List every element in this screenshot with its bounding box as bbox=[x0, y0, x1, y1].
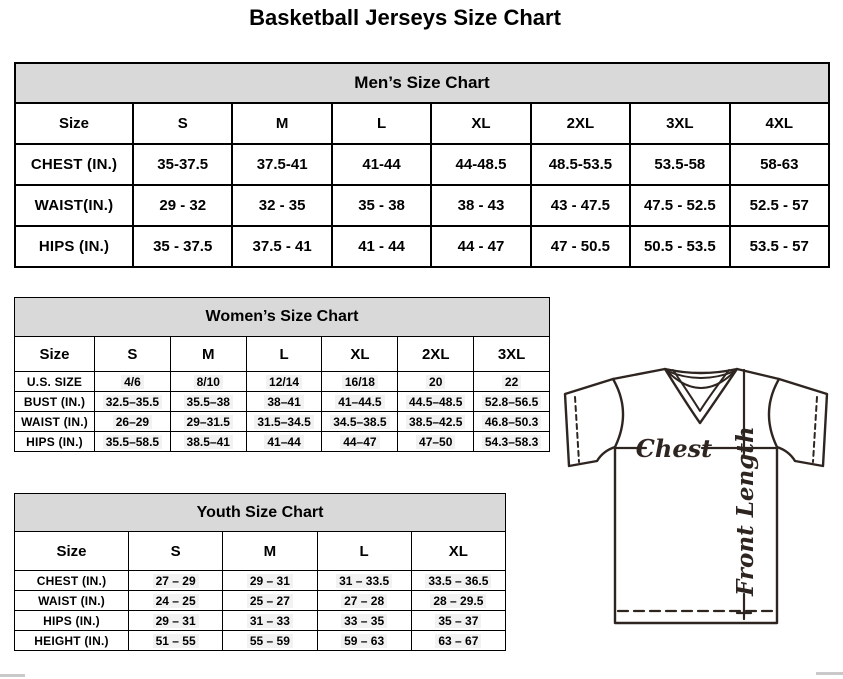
cell bbox=[223, 571, 317, 591]
cell-value: 41–44 bbox=[264, 435, 303, 449]
mens-size-table bbox=[14, 62, 830, 268]
womens-col-xl: XL bbox=[322, 337, 398, 372]
cell bbox=[246, 432, 322, 452]
row-label: U.S. SIZE bbox=[15, 372, 95, 392]
cell-value: 26–29 bbox=[113, 415, 152, 429]
cell bbox=[322, 392, 398, 412]
cell-value: 31 – 33.5 bbox=[336, 574, 392, 588]
youth-chest-row bbox=[15, 571, 506, 591]
womens-col-2xl: 2XL bbox=[398, 337, 474, 372]
mens-col-4xl: 4XL bbox=[730, 103, 829, 144]
cell-value: 38.5–42.5 bbox=[406, 415, 465, 429]
mens-col-l: L bbox=[332, 103, 431, 144]
cell-value: 27 – 29 bbox=[153, 574, 199, 588]
cell-value: 4/6 bbox=[121, 375, 144, 389]
youth-header-row bbox=[15, 532, 506, 571]
cell bbox=[411, 611, 505, 631]
cell bbox=[398, 412, 474, 432]
womens-col-3xl: 3XL bbox=[474, 337, 550, 372]
womens-col-s: S bbox=[95, 337, 171, 372]
womens-header-row bbox=[15, 337, 550, 372]
cell-value: 29–31.5 bbox=[184, 415, 233, 429]
cell: 48.5-53.5 bbox=[531, 144, 630, 185]
row-label: WAIST (IN.) bbox=[15, 591, 129, 611]
cell-value: 25 – 27 bbox=[247, 594, 293, 608]
mens-col-size: Size bbox=[15, 103, 133, 144]
mens-col-s: S bbox=[133, 103, 232, 144]
cell-value: 31 – 33 bbox=[247, 614, 293, 628]
youth-height-row bbox=[15, 631, 506, 651]
cell-value: 44–47 bbox=[340, 435, 379, 449]
cell: 41 - 44 bbox=[332, 226, 431, 267]
mens-waist-row bbox=[15, 185, 829, 226]
cell-value: 35.5–38 bbox=[184, 395, 233, 409]
mens-col-3xl: 3XL bbox=[630, 103, 729, 144]
cell bbox=[246, 392, 322, 412]
mens-col-m: M bbox=[232, 103, 331, 144]
cell-value: 34.5–38.5 bbox=[330, 415, 389, 429]
cell bbox=[317, 631, 411, 651]
cell bbox=[474, 392, 550, 412]
cell bbox=[398, 432, 474, 452]
youth-hips-row bbox=[15, 611, 506, 631]
cell bbox=[322, 432, 398, 452]
cell bbox=[170, 372, 246, 392]
row-label: WAIST (IN.) bbox=[15, 412, 95, 432]
cell bbox=[246, 412, 322, 432]
cell bbox=[246, 372, 322, 392]
youth-table-title: Youth Size Chart bbox=[15, 494, 506, 532]
cell bbox=[317, 571, 411, 591]
cell bbox=[170, 392, 246, 412]
row-label: HIPS (IN.) bbox=[15, 226, 133, 267]
cell bbox=[95, 412, 171, 432]
mens-col-2xl: 2XL bbox=[531, 103, 630, 144]
cell: 58-63 bbox=[730, 144, 829, 185]
chest-label: Chest bbox=[635, 434, 713, 463]
cell bbox=[474, 372, 550, 392]
womens-size-table bbox=[14, 297, 550, 452]
jersey-measurement-diagram bbox=[550, 350, 843, 646]
cell bbox=[411, 591, 505, 611]
cell bbox=[95, 432, 171, 452]
cell bbox=[474, 412, 550, 432]
womens-col-size: Size bbox=[15, 337, 95, 372]
cell bbox=[129, 591, 223, 611]
youth-col-s: S bbox=[129, 532, 223, 571]
right-shoulder-seam-line bbox=[769, 379, 779, 447]
cell-value: 38–41 bbox=[264, 395, 303, 409]
jersey-outline-shape bbox=[565, 369, 827, 623]
cell-value: 63 – 67 bbox=[435, 634, 481, 648]
mens-header-row bbox=[15, 103, 829, 144]
mens-table-title: Men’s Size Chart bbox=[15, 63, 829, 103]
cell bbox=[129, 571, 223, 591]
cell bbox=[317, 591, 411, 611]
cell-value: 20 bbox=[426, 375, 445, 389]
row-label: BUST (IN.) bbox=[15, 392, 95, 412]
cell: 37.5-41 bbox=[232, 144, 331, 185]
cell-value: 22 bbox=[502, 375, 521, 389]
cell: 32 - 35 bbox=[232, 185, 331, 226]
cell: 47 - 50.5 bbox=[531, 226, 630, 267]
row-label: CHEST (IN.) bbox=[15, 144, 133, 185]
womens-waist-row bbox=[15, 412, 550, 432]
row-label: HIPS (IN.) bbox=[15, 611, 129, 631]
cell-value: 31.5–34.5 bbox=[254, 415, 313, 429]
youth-col-xl: XL bbox=[411, 532, 505, 571]
cell-value: 41–44.5 bbox=[335, 395, 384, 409]
left-shoulder-seam-line bbox=[613, 379, 623, 447]
row-label: CHEST (IN.) bbox=[15, 571, 129, 591]
womens-col-m: M bbox=[170, 337, 246, 372]
cell-value: 54.3–58.3 bbox=[482, 435, 541, 449]
cell bbox=[411, 631, 505, 651]
cell bbox=[95, 392, 171, 412]
cell bbox=[129, 611, 223, 631]
cell-value: 33.5 – 36.5 bbox=[425, 574, 491, 588]
mens-hips-row bbox=[15, 226, 829, 267]
cell: 41-44 bbox=[332, 144, 431, 185]
cell-value: 51 – 55 bbox=[153, 634, 199, 648]
youth-col-size: Size bbox=[15, 532, 129, 571]
cell bbox=[170, 412, 246, 432]
cell-value: 35.5–58.5 bbox=[103, 435, 162, 449]
cell: 35 - 38 bbox=[332, 185, 431, 226]
cell: 47.5 - 52.5 bbox=[630, 185, 729, 226]
row-label: HEIGHT (IN.) bbox=[15, 631, 129, 651]
cell bbox=[95, 372, 171, 392]
cell: 43 - 47.5 bbox=[531, 185, 630, 226]
row-label: HIPS (IN.) bbox=[15, 432, 95, 452]
cell bbox=[223, 631, 317, 651]
womens-col-l: L bbox=[246, 337, 322, 372]
right-sleeve-dashed-line bbox=[813, 397, 817, 462]
scrollbar-fragment-left bbox=[0, 674, 25, 677]
cell-value: 27 – 28 bbox=[341, 594, 387, 608]
youth-col-m: M bbox=[223, 532, 317, 571]
mens-col-xl: XL bbox=[431, 103, 530, 144]
cell-value: 38.5–41 bbox=[184, 435, 233, 449]
cell-value: 16/18 bbox=[342, 375, 378, 389]
youth-size-table bbox=[14, 493, 506, 651]
front-length-label: Front Length bbox=[732, 426, 759, 596]
cell-value: 46.8–50.3 bbox=[482, 415, 541, 429]
cell bbox=[411, 571, 505, 591]
cell bbox=[474, 432, 550, 452]
cell: 35-37.5 bbox=[133, 144, 232, 185]
cell: 38 - 43 bbox=[431, 185, 530, 226]
cell: 35 - 37.5 bbox=[133, 226, 232, 267]
cell bbox=[322, 372, 398, 392]
womens-bust-row bbox=[15, 392, 550, 412]
cell-value: 55 – 59 bbox=[247, 634, 293, 648]
cell bbox=[322, 412, 398, 432]
cell-value: 47–50 bbox=[416, 435, 455, 449]
cell-value: 59 – 63 bbox=[341, 634, 387, 648]
womens-table-title: Women’s Size Chart bbox=[15, 298, 550, 337]
womens-hips-row bbox=[15, 432, 550, 452]
cell-value: 8/10 bbox=[194, 375, 223, 389]
cell bbox=[398, 392, 474, 412]
cell-value: 35 – 37 bbox=[435, 614, 481, 628]
cell: 52.5 - 57 bbox=[730, 185, 829, 226]
row-label: WAIST(IN.) bbox=[15, 185, 133, 226]
cell-value: 12/14 bbox=[266, 375, 302, 389]
cell-value: 32.5–35.5 bbox=[103, 395, 162, 409]
cell bbox=[223, 611, 317, 631]
cell-value: 24 – 25 bbox=[153, 594, 199, 608]
cell-value: 29 – 31 bbox=[153, 614, 199, 628]
cell-value: 28 – 29.5 bbox=[430, 594, 486, 608]
cell bbox=[129, 631, 223, 651]
cell-value: 44.5–48.5 bbox=[406, 395, 465, 409]
cell: 53.5-58 bbox=[630, 144, 729, 185]
cell bbox=[398, 372, 474, 392]
cell: 50.5 - 53.5 bbox=[630, 226, 729, 267]
youth-waist-row bbox=[15, 591, 506, 611]
scrollbar-fragment-right bbox=[816, 672, 843, 675]
cell-value: 33 – 35 bbox=[341, 614, 387, 628]
youth-col-l: L bbox=[317, 532, 411, 571]
cell bbox=[223, 591, 317, 611]
cell: 44-48.5 bbox=[431, 144, 530, 185]
cell bbox=[317, 611, 411, 631]
cell-value: 29 – 31 bbox=[247, 574, 293, 588]
cell bbox=[170, 432, 246, 452]
page-title: Basketball Jerseys Size Chart bbox=[249, 5, 561, 30]
mens-chest-row bbox=[15, 144, 829, 185]
cell: 44 - 47 bbox=[431, 226, 530, 267]
womens-ussize-row bbox=[15, 372, 550, 392]
cell: 29 - 32 bbox=[133, 185, 232, 226]
cell: 37.5 - 41 bbox=[232, 226, 331, 267]
left-sleeve-dashed-line bbox=[575, 397, 579, 462]
cell: 53.5 - 57 bbox=[730, 226, 829, 267]
cell-value: 52.8–56.5 bbox=[482, 395, 541, 409]
